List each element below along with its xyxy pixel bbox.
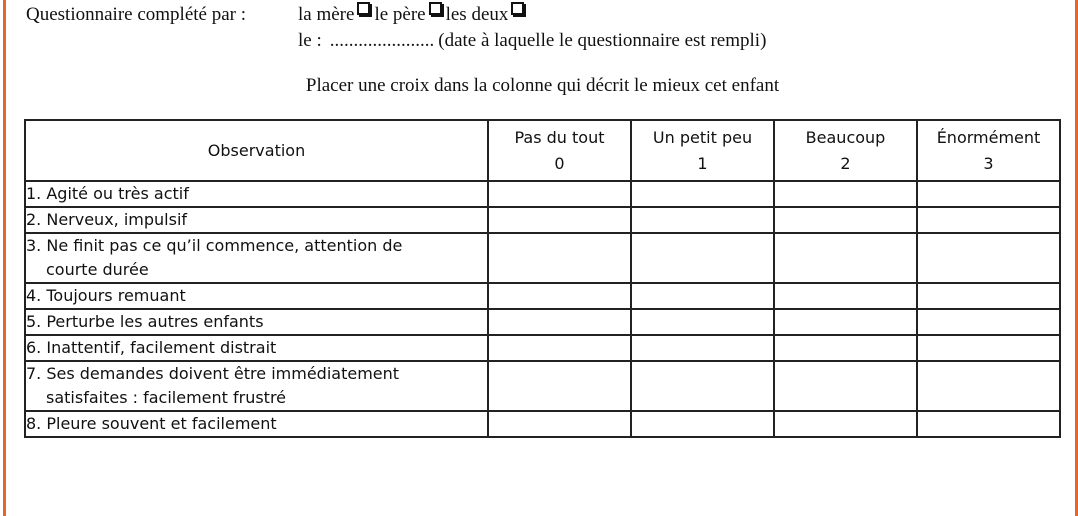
answer-cell-3[interactable] xyxy=(917,207,1060,233)
observation-header: Observation xyxy=(25,120,488,181)
form-header xyxy=(26,2,766,54)
answer-cell-1[interactable] xyxy=(631,181,774,207)
table-row xyxy=(25,233,1060,283)
level-score: 1 xyxy=(697,153,708,173)
level-score: 2 xyxy=(840,153,851,173)
table-body xyxy=(25,181,1060,437)
completed-by-row xyxy=(26,2,766,28)
level-header-3 xyxy=(917,120,1060,181)
observation-cell xyxy=(25,181,488,207)
answer-cell-2[interactable] xyxy=(774,411,917,437)
answer-cell-2[interactable] xyxy=(774,233,917,283)
table-row xyxy=(25,361,1060,411)
observation-text: 3. Ne finit pas ce qu’il commence, attention de xyxy=(26,236,403,255)
observation-table xyxy=(24,119,1061,438)
table-row xyxy=(25,181,1060,207)
answer-cell-1[interactable] xyxy=(631,233,774,283)
table-row xyxy=(25,411,1060,437)
level-label: Pas du tout xyxy=(514,127,605,147)
answer-cell-3[interactable] xyxy=(917,283,1060,309)
instruction-text: Placer une croix dans la colonne qui décrit le mieux cet enfant xyxy=(305,75,780,96)
answer-cell-1[interactable] xyxy=(631,411,774,437)
answer-cell-0[interactable] xyxy=(488,283,631,309)
level-score: 0 xyxy=(554,153,565,173)
option-father-label: le père xyxy=(374,4,426,25)
observation-text: 6. Inattentif, facilement distrait xyxy=(26,338,277,357)
answer-cell-3[interactable] xyxy=(917,335,1060,361)
date-field[interactable]: ...................... xyxy=(329,30,435,51)
answer-cell-3[interactable] xyxy=(917,309,1060,335)
answer-cell-2[interactable] xyxy=(774,181,917,207)
observation-cell xyxy=(25,335,488,361)
answer-cell-1[interactable] xyxy=(631,283,774,309)
level-label: Un petit peu xyxy=(652,127,753,147)
answer-cell-1[interactable] xyxy=(631,309,774,335)
observation-cell xyxy=(25,233,488,283)
table-row xyxy=(25,207,1060,233)
answer-cell-0[interactable] xyxy=(488,361,631,411)
level-label: Énormément xyxy=(936,127,1041,147)
level-label: Beaucoup xyxy=(805,127,886,147)
answer-cell-0[interactable] xyxy=(488,411,631,437)
observation-cell xyxy=(25,207,488,233)
answer-cell-0[interactable] xyxy=(488,233,631,283)
level-header-0 xyxy=(488,120,631,181)
observation-cell xyxy=(25,411,488,437)
observation-text: 8. Pleure souvent et facilement xyxy=(26,414,277,433)
option-father-checkbox[interactable] xyxy=(429,2,442,15)
observation-text: 2. Nerveux, impulsif xyxy=(26,210,188,229)
date-label: le : xyxy=(298,30,322,51)
table-row xyxy=(25,309,1060,335)
answer-cell-2[interactable] xyxy=(774,361,917,411)
table-row xyxy=(25,283,1060,309)
observation-text: 7. Ses demandes doivent être immédiatement xyxy=(26,364,400,383)
level-header-1 xyxy=(631,120,774,181)
answer-cell-2[interactable] xyxy=(774,207,917,233)
answer-cell-3[interactable] xyxy=(917,181,1060,207)
completed-by-label: Questionnaire complété par : xyxy=(26,4,247,25)
option-both-label: les deux xyxy=(445,4,509,25)
observation-text-continued: courte durée xyxy=(46,260,149,279)
answer-cell-2[interactable] xyxy=(774,309,917,335)
answer-cell-0[interactable] xyxy=(488,181,631,207)
date-note: (date à laquelle le questionnaire est rempli) xyxy=(438,30,767,51)
level-header-2 xyxy=(774,120,917,181)
table-row xyxy=(25,335,1060,361)
option-mother-label: la mère xyxy=(298,4,355,25)
level-score: 3 xyxy=(983,153,994,173)
option-both-checkbox[interactable] xyxy=(511,2,524,15)
answer-cell-3[interactable] xyxy=(917,411,1060,437)
observation-text: 4. Toujours remuant xyxy=(26,286,186,305)
answer-cell-1[interactable] xyxy=(631,207,774,233)
observation-text: 5. Perturbe les autres enfants xyxy=(26,312,264,331)
observation-cell xyxy=(25,361,488,411)
answer-cell-2[interactable] xyxy=(774,335,917,361)
answer-cell-3[interactable] xyxy=(917,361,1060,411)
answer-cell-1[interactable] xyxy=(631,335,774,361)
table-header-row xyxy=(25,120,1060,181)
observation-text-continued: satisfaites : facilement frustré xyxy=(46,388,287,407)
observation-text: 1. Agité ou très actif xyxy=(26,184,189,203)
date-row xyxy=(26,28,766,54)
answer-cell-3[interactable] xyxy=(917,233,1060,283)
answer-cell-0[interactable] xyxy=(488,309,631,335)
answer-cell-2[interactable] xyxy=(774,283,917,309)
option-mother-checkbox[interactable] xyxy=(357,2,370,15)
answer-cell-0[interactable] xyxy=(488,207,631,233)
observation-cell xyxy=(25,283,488,309)
observation-cell xyxy=(25,309,488,335)
answer-cell-1[interactable] xyxy=(631,361,774,411)
answer-cell-0[interactable] xyxy=(488,335,631,361)
